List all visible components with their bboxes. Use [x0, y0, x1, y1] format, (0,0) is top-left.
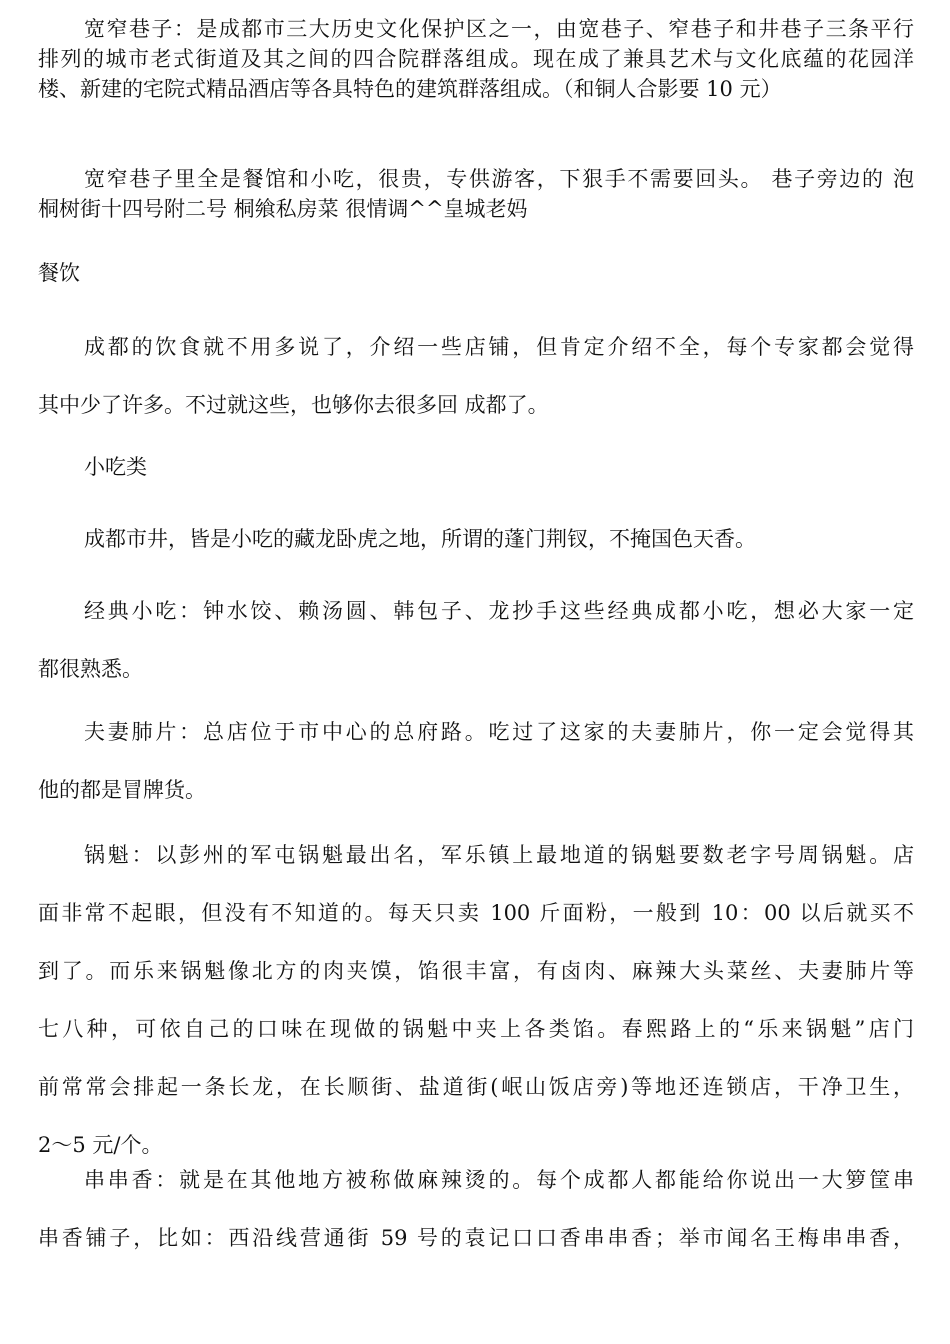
text-line: 都很熟悉。 — [38, 657, 143, 681]
text-line: 锅魁：以彭州的军屯锅魁最出名，军乐镇上最地道的锅魁要数老字号周锅魁。店 — [84, 843, 914, 867]
text-line: 宽窄巷子：是成都市三大历史文化保护区之一，由宽巷子、窄巷子和井巷子三条平行 — [84, 17, 914, 41]
text-line: 串串香：就是在其他地方被称做麻辣烫的。每个成都人都能给你说出一大箩筐串 — [84, 1168, 914, 1192]
text-line: 面非常不起眼，但没有不知道的。每天只卖 100 斤面粉，一般到 10：00 以后就买不 — [38, 901, 914, 925]
paragraph-alley-restaurants — [38, 164, 914, 224]
text-line: 宽窄巷子里全是餐馆和小吃，很贵，专供游客，下狠手不需要回头。 巷子旁边的 泡 — [84, 167, 914, 191]
text-line: 其中少了许多。不过就这些，也够你去很多回 成都了。 — [38, 393, 549, 417]
text-line: 排列的城市老式街道及其之间的四合院群落组成。现在成了兼具艺术与文化底蕴的花园洋 — [38, 47, 914, 71]
text-line: 七八种，可依自己的口味在现做的锅魁中夹上各类馅。春熙路上的“乐来锅魁”店门 — [38, 1017, 914, 1041]
text-line: 桐树街十四号附二号 桐飨私房菜 很情调^^皇城老妈 — [38, 197, 528, 221]
paragraph-food-intro — [38, 318, 914, 434]
paragraph-kuanzhai-alleys — [38, 14, 914, 104]
text-line: 经典小吃：钟水饺、赖汤圆、韩包子、龙抄手这些经典成都小吃，想必大家一定 — [84, 599, 914, 623]
paragraph-street-snacks: 成都市井，皆是小吃的藏龙卧虎之地，所谓的蓬门荆钗，不掩国色天香。 — [84, 527, 756, 551]
text-line: 他的都是冒牌货。 — [38, 778, 206, 802]
text-line: 夫妻肺片：总店位于市中心的总府路。吃过了这家的夫妻肺片，你一定会觉得其 — [84, 720, 914, 744]
text-line: 楼、新建的宅院式精品酒店等各具特色的建筑群落组成。（和铜人合影要 10 元） — [38, 77, 782, 101]
text-line: 前常常会排起一条长龙，在长顺街、盐道街(岷山饭店旁)等地还连锁店，干净卫生， — [38, 1075, 914, 1099]
paragraph-classic-snacks — [38, 582, 914, 698]
paragraph-fuqi-feipian — [38, 703, 914, 819]
text-line: 2～5 元/个。 — [38, 1133, 163, 1157]
heading-snacks: 小吃类 — [84, 455, 147, 479]
paragraph-chuanchuanxiang — [38, 1151, 914, 1267]
heading-food: 餐饮 — [38, 261, 80, 285]
text-line: 串香铺子，比如：西沿线营通街 59 号的袁记口口香串串香；举市闻名王梅串串香， — [38, 1226, 914, 1250]
text-line: 到了。而乐来锅魁像北方的肉夹馍，馅很丰富，有卤肉、麻辣大头菜丝、夫妻肺片等 — [38, 959, 914, 983]
paragraph-guokui — [38, 826, 914, 1174]
text-line: 成都的饮食就不用多说了，介绍一些店铺，但肯定介绍不全，每个专家都会觉得 — [84, 335, 914, 359]
